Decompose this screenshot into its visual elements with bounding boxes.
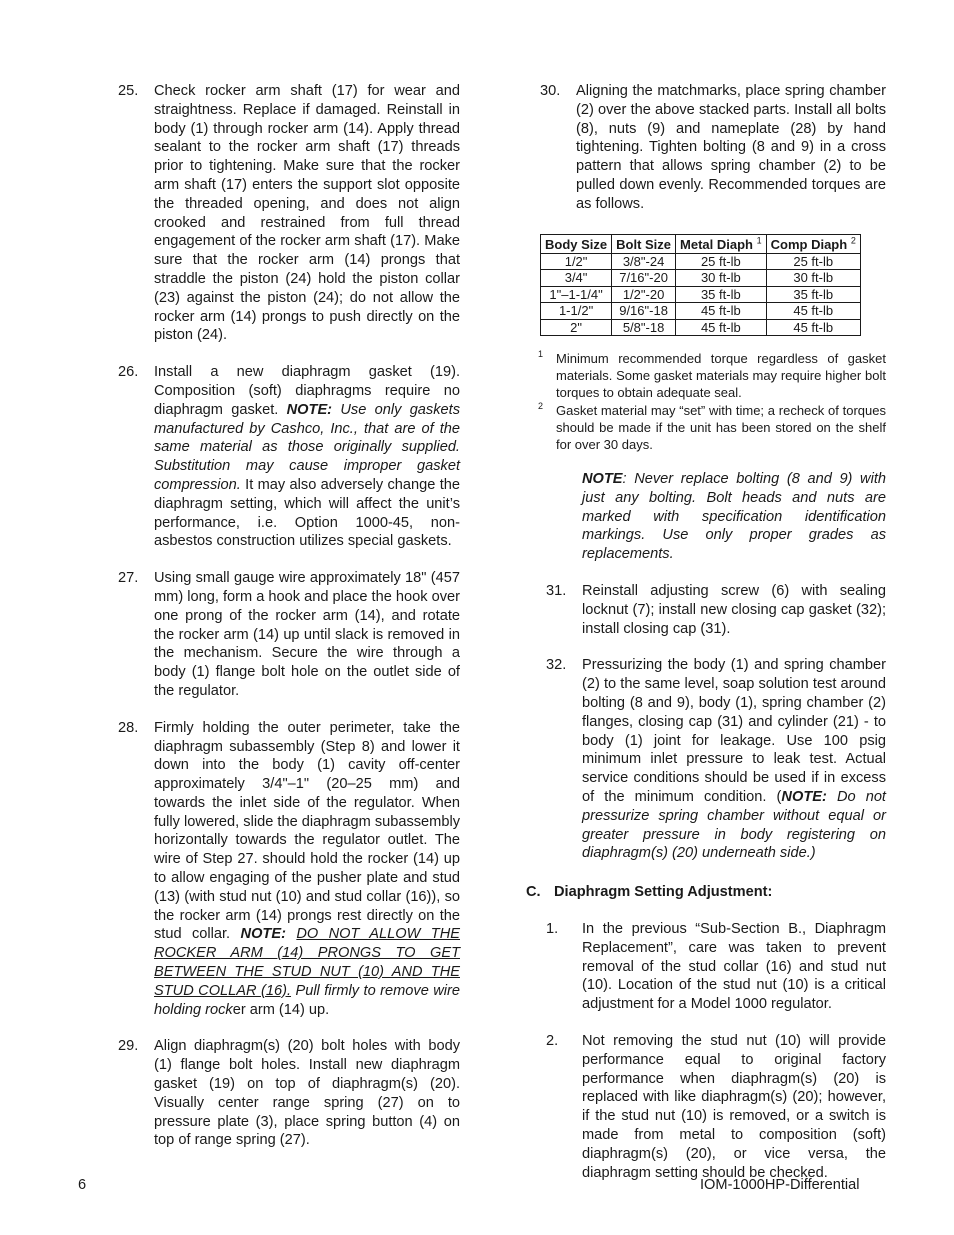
note-text: Use only gaskets manufactured by Cashco, Inc., that are of the same material as those originally supplied. Substitution may cause improper gasket compression. xyxy=(154,401,460,493)
section-title: Diaphragm Setting Adjustment: xyxy=(554,884,773,901)
step-26 xyxy=(118,363,460,551)
column-header: Bolt Size xyxy=(612,234,676,253)
note-text: Pull firmly to remove wire holding rock xyxy=(154,982,461,1018)
step-text: Reinstall adjusting screw (6) with sealing locknut (7); install new closing cap gasket (32); install closing cap (31). xyxy=(582,583,886,637)
step-text-part: It may also adversely change the diaphragm setting, which will affect the unit’s performance, i.e. Option 1000-45, non-asbestos construction utilizes special gaskets. xyxy=(154,476,460,550)
table-cell: 45 ft-lb xyxy=(766,319,860,335)
step-number: 1. xyxy=(546,920,559,937)
step-text-part: Pressurizing the body (1) and spring chamber (2) to the same level, soap solution test around bolting (8 and 9), body (1), spring chamber (2) flanges, closing cap (31) and cylinder (21) - to body (1) joint for leakage. Use 100 psig minimum inlet pressure to leak test. Actual service conditions should be used if in excess of the minimum condition. ( xyxy=(582,657,886,805)
document-id: IOM-1000HP-Differential xyxy=(700,1177,860,1193)
footnote-number: 2 xyxy=(538,401,544,412)
step-number: 28. xyxy=(118,719,139,736)
table-cell: 45 ft-lb xyxy=(676,319,767,335)
step-32 xyxy=(540,656,886,863)
table-cell: 30 ft-lb xyxy=(676,270,767,286)
note-text: : Never replace bolting (8 and 9) with just any bolting. Bolt heads and nuts are marked with specification identification markings. Use only proper grades as replacements. xyxy=(582,471,886,563)
footnote-ref: 1 xyxy=(756,235,762,246)
section-letter: C. xyxy=(526,884,541,901)
step-text: Not removing the stud nut (10) will provide performance equal to original factory performance when diaphragm(s) (20) is replaced with like diaphragm(s) (20); however, if the stud nut (10) is removed, or a switch is made from metal to composition (soft) diaphragm(s) (20), or vice versa, the diaphragm setting should be checked. xyxy=(582,1032,886,1181)
table-row xyxy=(541,270,861,286)
step-number: 31. xyxy=(546,583,567,599)
table-cell: 25 ft-lb xyxy=(766,253,860,269)
table-cell: 7/16"-20 xyxy=(612,270,676,286)
step-number: 2. xyxy=(546,1032,559,1049)
right-column xyxy=(526,82,886,1182)
table-cell: 1-1/2" xyxy=(541,303,612,319)
page-number: 6 xyxy=(78,1177,87,1193)
table-cell: 45 ft-lb xyxy=(766,303,860,319)
table-cell: 1/2"-20 xyxy=(612,286,676,302)
table-cell: 9/16"-18 xyxy=(612,303,676,319)
note-label: NOTE xyxy=(582,471,623,488)
left-column xyxy=(118,82,460,1150)
step-text: Using small gauge wire approximately 18" (457 mm) long, form a hook and place the hook over one prong of the rocker arm (14), and rotate the rocker arm (14) up until slack is removed in the mechanism. Secure the wire through a body (1) flange bolt hole on the outlet side of the regulator. xyxy=(154,570,460,699)
table-row xyxy=(541,286,861,302)
step-text: Check rocker arm shaft (17) for wear and straightness. Replace if damaged. Reinstall in body (1) through rocker arm (14). Apply thread sealant to the rocker arm shaft (17) threads prior to tightening. Make sure that the rocker arm shaft (17) enters the support slot opposite the threaded opening, and does not align crooked and restrained from full thread engagement of the rocker arm shaft (17). Make sure that the rocker arm (14) prongs that straddle the piston (24) hold the piston collar (23) against the piston (24); do not allow the rocker arm (14) prongs to push directly on the piston (24). xyxy=(154,83,460,344)
table-cell: 35 ft-lb xyxy=(676,286,767,302)
step-text-part: Install a new diaphragm gasket (19). Composition (soft) diaphragms require no diaphragm gasket. xyxy=(154,364,460,418)
table-cell: 1"–1-1/4" xyxy=(541,286,612,302)
footnote-1 xyxy=(540,350,886,401)
step-c2 xyxy=(540,1032,886,1182)
step-28 xyxy=(118,719,460,1020)
step-c1 xyxy=(540,920,886,1014)
table-cell: 2" xyxy=(541,319,612,335)
table-cell: 3/4" xyxy=(541,270,612,286)
table-row xyxy=(541,303,861,319)
table-cell: 35 ft-lb xyxy=(766,286,860,302)
table-cell: 1/2" xyxy=(541,253,612,269)
step-number: 30. xyxy=(540,83,561,99)
step-text xyxy=(154,719,460,1020)
note-warning: DO NOT ALLOW THE ROCKER ARM (14) PRONGS TO GET BETWEEN THE STUD NUT (10) AND THE STUD COLLAR (16). xyxy=(154,926,460,999)
column-header: Metal Diaph $^1$ xyxy=(676,234,767,253)
step-text xyxy=(582,656,886,863)
note-label: NOTE: xyxy=(240,926,286,943)
table-cell: 45 ft-lb xyxy=(676,303,767,319)
step-text: In the previous “Sub-Section B., Diaphragm Replacement”, care was taken to prevent removal of the stud collar (16) and stud nut (10). Location of the stud nut (10) is a critical adjustment for a Model 1000 regulator. xyxy=(582,920,886,1013)
step-number: 32. xyxy=(546,657,567,674)
table-row xyxy=(541,253,861,269)
note-text: Do not pressurize spring chamber without equal or greater pressure in body registering on diaphragm(s) (20) underneath side.) xyxy=(582,788,886,862)
footnote-2 xyxy=(540,402,886,453)
step-25 xyxy=(118,82,460,345)
table-header-row xyxy=(541,234,861,253)
bolting-note xyxy=(540,470,886,564)
step-30 xyxy=(540,82,886,214)
step-29 xyxy=(118,1037,460,1150)
step-number: 29. xyxy=(118,1038,139,1055)
step-31 xyxy=(540,582,886,638)
table-cell: 30 ft-lb xyxy=(766,270,860,286)
step-text-part: Firmly holding the outer perimeter, take the diaphragm subassembly (Step 8) and lower it down into the body (1) cavity off-center approximately 3/4"–1" (20–25 mm) and towards the inlet side of the regulator. When fully lowered, slide the diaphragm subassembly horizontally towards the regulator outlet. The wire of Step 27. should hold the rocker (14) up to allow engaging of the pusher plate and stud (13) (with stud nut (10) and stud collar (16)), so the rocker arm (14) prongs rest directly on the stud collar. xyxy=(154,719,460,943)
step-text-part: er arm (14) up. xyxy=(232,1001,330,1018)
step-text xyxy=(154,363,460,551)
torque-table xyxy=(540,234,861,336)
table-cell: 5/8"-18 xyxy=(612,319,676,335)
table-cell: 25 ft-lb xyxy=(676,253,767,269)
table-row xyxy=(541,319,861,335)
footnote-number: 1 xyxy=(538,349,544,360)
note-label: NOTE: xyxy=(286,401,333,418)
step-number: 26. xyxy=(118,364,139,381)
section-heading xyxy=(526,883,886,902)
step-text: Align diaphragm(s) (20) bolt holes with body (1) flange bolt holes. Install new diaphragm gasket (19) on top of diaphragm(s) (20). Visually center range spring (27) on to pressure plate (3), place spring button (4) on top of range spring (27). xyxy=(154,1038,460,1149)
footnote-text: Gasket material may “set” with time; a recheck of torques should be made if the unit has been stored on the shelf for over 30 days. xyxy=(556,403,886,453)
step-27 xyxy=(118,569,460,701)
step-text: Aligning the matchmarks, place spring chamber (2) over the above stacked parts. Install all bolts (8), nuts (9) and nameplate (28) by hand tightening. Tighten bolting (8 and 9) in a cross pattern that allows spring chamber (2) to be pulled down evenly. Recommended torques are as follows. xyxy=(576,83,886,212)
footnote-ref: 2 xyxy=(850,235,856,246)
step-number: 25. xyxy=(118,83,139,99)
note-label: NOTE: xyxy=(781,788,827,805)
column-header: Comp Diaph $^2$ xyxy=(766,234,860,253)
column-header: Body Size xyxy=(541,234,612,253)
table-cell: 3/8"-24 xyxy=(612,253,676,269)
footnote-text: Minimum recommended torque regardless of gasket materials. Some gasket materials may require higher bolt torques to obtain adequate seal. xyxy=(556,351,886,401)
step-number: 27. xyxy=(118,570,139,587)
